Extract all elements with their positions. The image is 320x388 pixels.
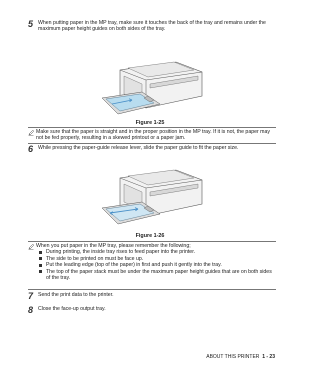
list-item: During printing, the inside tray rises to feed paper into the printer. <box>36 249 274 255</box>
step-8 <box>28 306 274 314</box>
note-divider <box>28 241 276 242</box>
step-text: When putting paper in the MP tray, make sure it touches the back of the tray and remains under the maximum paper height guides on both sides of the tray. <box>38 20 266 33</box>
note-intro: When you put paper in the MP tray, please remember the following; <box>36 243 191 249</box>
step-number: 6 <box>28 144 34 154</box>
note-body <box>36 243 274 281</box>
printer-illustration-figure-1-25 <box>98 58 208 118</box>
step-number: 8 <box>28 305 34 315</box>
printer-illustration-figure-1-26 <box>98 166 208 230</box>
step-number: 7 <box>28 291 34 301</box>
list-item: The top of the paper stack must be under the maximum paper height guides that are on both sides of the tray. <box>36 269 274 282</box>
note-2 <box>28 243 274 281</box>
step-7 <box>28 292 274 300</box>
bullet-square-icon <box>39 270 42 273</box>
page-number: 1 - 23 <box>262 354 275 360</box>
list-item: The side to be printed on must be face up. <box>36 256 274 262</box>
step-5 <box>28 20 274 33</box>
note-bullet-list <box>36 249 274 281</box>
note-pencil-icon <box>28 243 34 250</box>
figure-caption: Figure 1-25 <box>135 120 165 126</box>
bullet-square-icon <box>39 257 42 260</box>
note-1 <box>28 129 274 142</box>
step-text: Close the face-up output tray. <box>38 306 106 312</box>
step-number: 5 <box>28 19 34 29</box>
note-divider <box>28 289 276 290</box>
list-item: Put the leading edge (top of the paper) in first and push it gently into the tray. <box>36 262 274 268</box>
step-text: Send the print data to the printer. <box>38 292 114 298</box>
note-pencil-icon <box>28 129 34 136</box>
note-divider <box>28 127 276 128</box>
bullet-square-icon <box>39 264 42 267</box>
page-footer <box>206 354 275 360</box>
note-divider <box>28 143 276 144</box>
bullet-square-icon <box>39 251 42 254</box>
note-text: Make sure that the paper is straight and in the proper position in the MP tray. If it is not, the paper may not be fed properly, resulting in a skewed printout or a paper jam. <box>36 129 270 142</box>
footer-section: ABOUT THIS PRINTER <box>206 354 260 360</box>
figure-caption: Figure 1-26 <box>135 233 165 239</box>
step-6 <box>28 145 274 153</box>
step-text: While pressing the paper-guide release lever, slide the paper guide to fit the paper size. <box>38 145 239 151</box>
